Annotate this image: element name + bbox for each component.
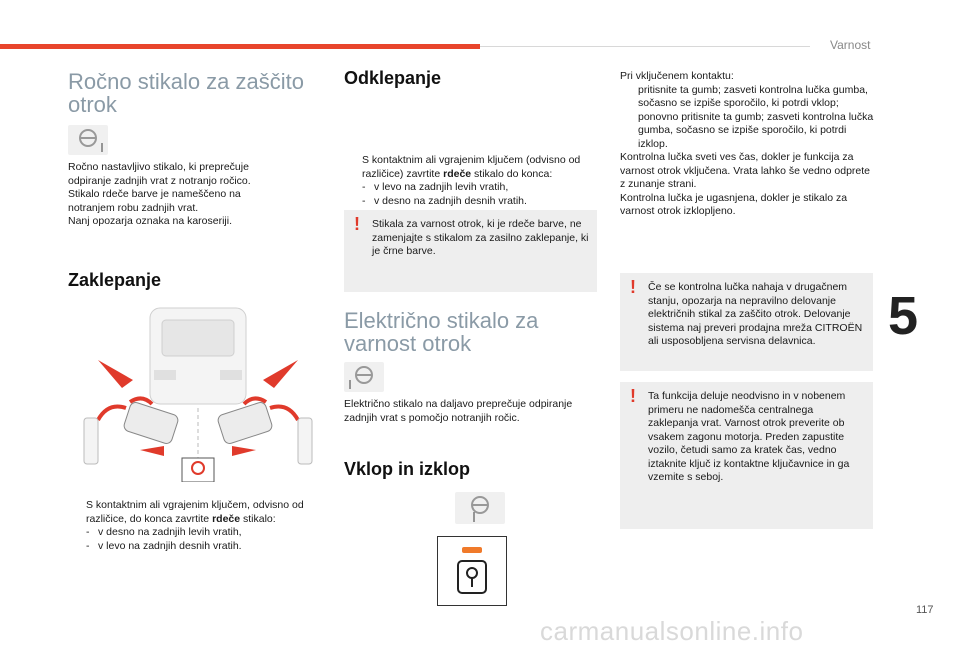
page-number: 117: [916, 604, 934, 616]
unlock-dash-2: v desno na zadnjih desnih vratih.: [374, 194, 527, 207]
section-name: Varnost: [830, 38, 871, 52]
warning-icon: !: [354, 214, 360, 234]
intro-line-5: Nanj opozarja oznaka na karoseriji.: [68, 215, 233, 227]
watermark: carmanualsonline.info: [540, 616, 804, 646]
activation-instructions: [620, 70, 875, 219]
lock-dash-1-row: [86, 526, 344, 540]
steering-wheel-icon: [68, 125, 108, 155]
warning-icon: !: [630, 277, 636, 297]
lock-bullet-bold: rdeče: [212, 512, 241, 525]
activation-bullet-1: [620, 84, 875, 111]
unlock-dash-1-row: [362, 181, 620, 195]
dash-marker: -: [362, 181, 366, 193]
warning-icon: !: [630, 386, 636, 406]
lock-dash-2-row: [86, 540, 344, 554]
activation-bullet-2: [620, 111, 875, 152]
unlock-instructions: [344, 154, 620, 208]
activation-bullet-1-text: pritisnite ta gumb; zasveti kontrolna lučka gumba, sočasno se izpiše sporočilo, ki potrdi vklop;: [638, 83, 868, 109]
unlock-dash-2-row: [362, 195, 620, 209]
top-accent-bar: [0, 44, 480, 49]
electric-switch-title: Električno stikalo za varnost otrok: [344, 308, 539, 356]
warning-text: Stikala za varnost otrok, ki je rdeče barve, ne zamenjajte s stikalom za zasilno zaklepanje, ki je črne barve.: [372, 218, 589, 257]
unlock-bullet-text: S kontaktnim ali vgrajenim ključem (odvisno od različice) zavrtite: [362, 154, 581, 180]
manual-intro-text: [68, 161, 298, 229]
lock-instructions: [68, 499, 344, 553]
activation-paragraph-2: Kontrolna lučka je ugasnjena, dokler je stikalo za varnost otrok izklopljeno.: [620, 191, 848, 217]
activation-intro: Pri vključenem kontaktu:: [620, 70, 734, 82]
electric-switch-text: Električno stikalo na daljavo preprečuje odpiranje zadnjih vrat s pomočjo notranjih ročic.: [344, 398, 573, 424]
steering-wheel-icon: [455, 492, 505, 524]
independent-function-warning: [620, 382, 873, 529]
steering-wheel-icon: [344, 362, 384, 392]
on-off-title: Vklop in izklop: [344, 459, 471, 479]
activation-bullet-2-text: ponovno pritisnite ta gumb; zasveti kontrolna lučka gumba, sočasno se izpiše sporočilo, ki potrdi izklop.: [638, 110, 874, 150]
dash-marker: -: [86, 526, 90, 538]
child-lock-manual-title: Ročno stikalo za zaščito otrok: [68, 69, 304, 117]
switch-confusion-warning: [344, 210, 597, 292]
lock-title: Zaklepanje: [68, 270, 162, 290]
unlock-bullet-bold: rdeče: [443, 167, 472, 180]
dash-marker: -: [362, 194, 366, 207]
intro-line-4: notranjem robu zadnjih vrat.: [68, 201, 199, 214]
intro-line-3: Stikalo rdeče barve je nameščeno na: [68, 188, 241, 200]
lock-bullet-text: S kontaktnim ali vgrajenim ključem, odvisno od različice, do konca zavrtite: [86, 499, 304, 525]
malfunction-warning-text: Če se kontrolna lučka nahaja v drugačnem stanju, opozarja na nepravilno delovanje električnih stikal za zaščito otrok. Delovanje sistema naj preveri prodajna mreža CITROËN ali usposobljena servisna delavnica.: [648, 281, 863, 347]
chapter-number: 5: [888, 286, 919, 346]
independent-warning-text: Ta funkcija deluje neodvisno in v nobenem primeru ne nadomešča centralnega zaklepanja vrat. Varnost otrok preverite ob vsakem zagonu motorja. Preden zapustite vozilo, četudi samo za kratek čas, vedno iztaknite ključ iz kontaktne ključavnice in ga vzemite s seboj.: [648, 390, 850, 483]
unlock-title: Odklepanje: [344, 68, 442, 88]
malfunction-warning: [620, 273, 873, 371]
intro-line-1: Ročno nastavljivo stikalo, ki preprečuje: [68, 161, 249, 173]
unlock-bullet-post: stikalo do konca:: [471, 167, 553, 180]
rear-door-illustration: [78, 300, 318, 482]
intro-line-2: odpiranje zadnjih vrat z notranjo ročico.: [68, 174, 251, 187]
lock-dash-2: v levo na zadnjih desnih vratih.: [98, 539, 242, 552]
lock-dash-1: v desno na zadnjih levih vratih,: [98, 526, 242, 538]
lock-bullet-post: stikalo:: [240, 512, 276, 525]
child-lock-button-illustration: [437, 536, 507, 606]
dash-marker: -: [86, 539, 90, 552]
activation-paragraph-1: Kontrolna lučka sveti ves čas, dokler je funkcija za varnost otrok vključena. Vrata lahko še vedno odprete z zunanje strani.: [620, 151, 871, 190]
top-divider: [480, 46, 810, 47]
unlock-dash-1: v levo na zadnjih levih vratih,: [374, 181, 509, 193]
